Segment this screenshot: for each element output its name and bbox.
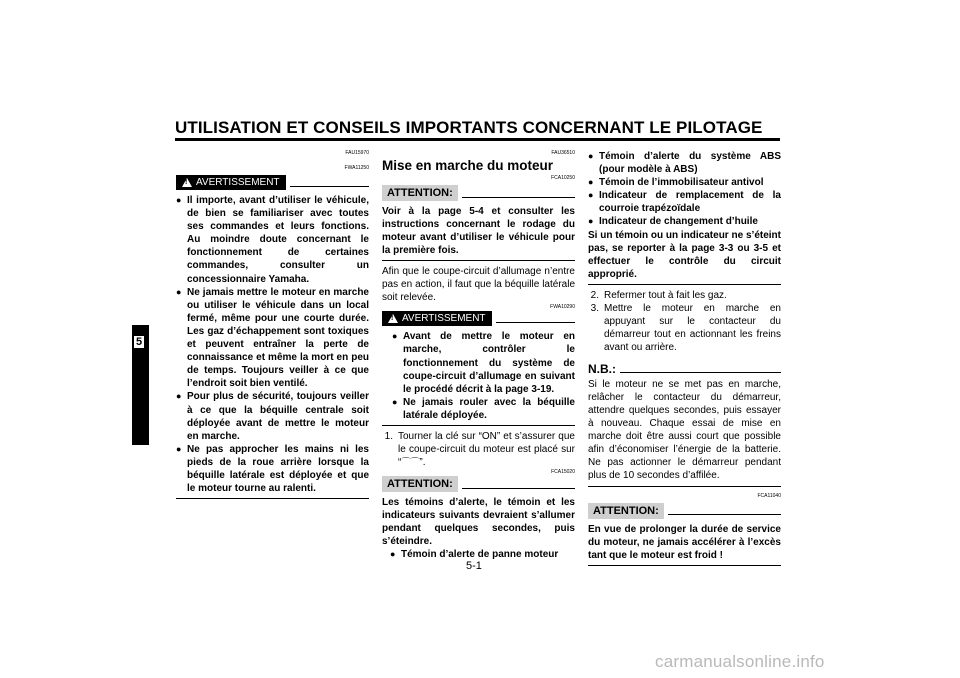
ref-code: FAU36510: [551, 150, 575, 156]
attention-text: Les témoins d’alerte, le témoin et les indicateurs suivants devraient s’allumer pendant quelques secondes, puis s’éteindre.: [382, 497, 575, 548]
list-item: ● Témoin d’alerte de panne moteur: [390, 549, 559, 561]
list-item: ● Ne jamais rouler avec la béquille latérale déployée.: [392, 396, 575, 421]
list-item: ● Témoin d’alerte du système ABS (pour modèle à ABS): [588, 151, 781, 176]
warning-icon: !: [388, 314, 398, 323]
step-item: 2. Refermer tout à fait les gaz.: [590, 289, 727, 301]
attention-text: En vue de prolonger la durée de service du moteur, ne jamais accélérer à l’excès tant que le moteur est froid !: [588, 523, 781, 562]
ref-code: FCA15020: [551, 469, 575, 476]
column-3: [588, 150, 781, 566]
bullet-icon: ●: [176, 195, 182, 205]
bullet-icon: ●: [176, 286, 182, 297]
attention-label: ATTENTION:: [588, 503, 664, 519]
warning-icon: !: [182, 178, 192, 187]
bullet-icon: ●: [176, 443, 182, 454]
warning-header: [176, 175, 369, 190]
note-header: [588, 362, 781, 376]
divider: [382, 425, 575, 426]
attention-header: [588, 503, 781, 519]
attention-header: [382, 185, 575, 201]
bullet-icon: ●: [392, 396, 398, 407]
column-2: [382, 150, 575, 561]
attention-text: Voir à la page 5-4 et consulter les instructions concernant le rodage du moteur avant d’utiliser le véhicule pour la première fois.: [382, 206, 575, 257]
engine-run-icon: ⌒⌒: [401, 457, 420, 468]
bullet-icon: ●: [588, 177, 594, 188]
bullet-icon: ●: [176, 391, 182, 402]
watermark: carmanualsonline.info: [655, 652, 825, 671]
attention-text: Si un témoin ou un indicateur ne s’éteint pas, se reporter à la page 3-3 ou 3-5 et effectuer le contrôle du circuit approprié.: [588, 229, 781, 280]
page-title: UTILISATION ET CONSEILS IMPORTANTS CONCERNANT LE PILOTAGE: [175, 118, 763, 137]
ref-code: FWA10290: [550, 304, 575, 311]
divider: [176, 498, 369, 499]
ref-code: FWA11250: [344, 165, 369, 171]
note-text: Si le moteur ne se met pas en marche, relâcher le contacteur du démarreur, attendre quelques secondes, puis essayer à nouveau. Chaque essai de mise en marche doit être aussi court que possible afin d’économiser l’énergie de la batterie. Ne pas actionner le démarreur pendant plus de 10 secondes d’affilée.: [588, 378, 781, 481]
list-item: ● Il importe, avant d’utiliser le véhicule, de bien se familiariser avec toutes ses commandes et leurs fonctions. Au moindre doute concernant le fonctionnement de certaines commandes, consulter un concessionnaire Yamaha.: [176, 195, 369, 285]
warning-header: [382, 311, 575, 326]
page-number: 5-1: [466, 560, 482, 572]
ref-code: FCA10250: [551, 175, 575, 181]
step-item: 3. Mettre le moteur en marche en appuyant sur le contacteur du démarreur tout en actionnant les freins avant ou arrière.: [590, 302, 781, 353]
section-title: Mise en marche du moteur: [382, 158, 554, 173]
bullet-icon: ●: [588, 190, 594, 201]
list-item: ● Ne pas approcher les mains ni les pieds de la roue arrière lorsque la béquille latérale est déployée et que le moteur tourne au ralenti.: [176, 443, 369, 495]
bullet-icon: ●: [588, 151, 594, 161]
divider: [588, 486, 781, 487]
warning-label: AVERTISSEMENT: [402, 313, 486, 325]
ref-code: FCA11040: [757, 492, 781, 499]
title-rule: [175, 138, 780, 141]
bullet-icon: ●: [392, 331, 398, 342]
list-item: ● Ne jamais mettre le moteur en marche ou utiliser le véhicule dans un local fermé, même pour une courte durée. Les gaz d’échappement sont toxiques et peuvent entraîner la perte de connaissance et même la mort en peu de temps. Toujours veiller à ce que l’endroit soit bien ventilé.: [176, 286, 369, 390]
divider: [588, 284, 781, 285]
list-item: ● Avant de mettre le moteur en marche, contrôler le fonctionnement du système de coupe-circuit d’allumage en suivant le procédé décrit à la page 3-19.: [392, 331, 575, 395]
intro-text: Afin que le coupe-circuit d’allumage n’entre pas en action, il faut que la béquille latérale soit relevée.: [382, 266, 575, 304]
step-item: 1. Tourner la clé sur “ON” et s’assurer que le coupe-circuit du moteur est placé sur “⌒⌒”.: [384, 431, 575, 469]
column-1: [176, 150, 369, 499]
list-item: ● Témoin de l’immobilisateur antivol: [588, 177, 764, 189]
bullet-icon: ●: [588, 216, 594, 227]
list-item: ● Indicateur de changement d’huile: [588, 216, 758, 228]
note-label: N.B.:: [588, 361, 616, 376]
list-item: ● Pour plus de sécurité, toujours veiller à ce que la béquille centrale soit déployée avant de mettre le moteur en marche.: [176, 391, 369, 442]
attention-label: ATTENTION:: [382, 476, 458, 492]
attention-header: [382, 476, 575, 492]
list-item: ● Indicateur de remplacement de la courroie trapézoïdale: [588, 190, 781, 215]
chapter-number: 5: [136, 336, 143, 348]
divider: [588, 565, 781, 566]
attention-label: ATTENTION:: [382, 185, 458, 201]
ref-code: FAU15970: [345, 150, 369, 156]
bullet-icon: ●: [390, 549, 396, 560]
warning-label: AVERTISSEMENT: [196, 177, 280, 188]
divider: [382, 260, 575, 261]
